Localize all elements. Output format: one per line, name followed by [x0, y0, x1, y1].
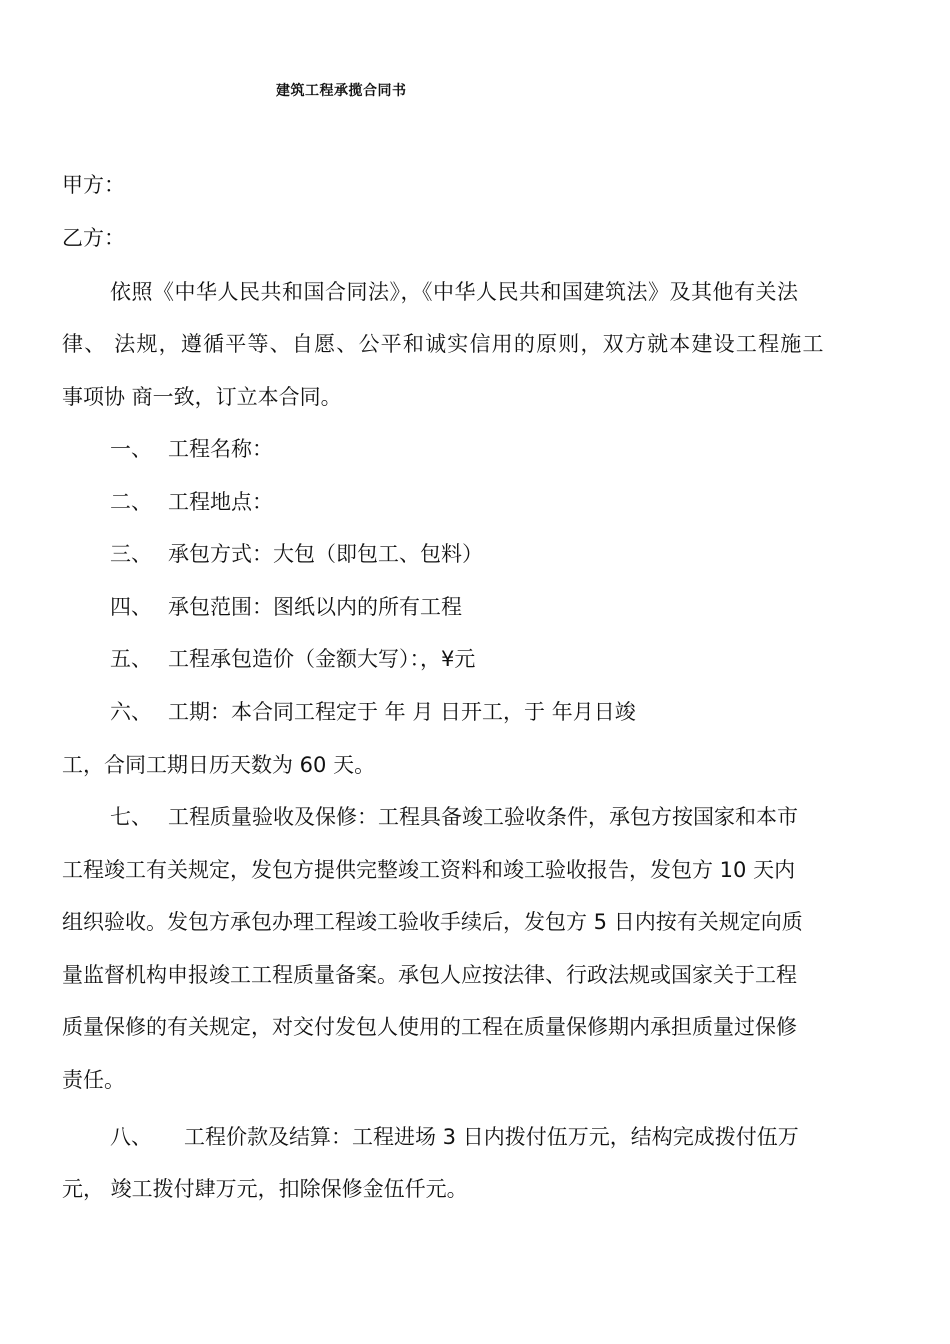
item-text: 承包方式：大包（即包工、包料）	[168, 542, 483, 566]
item-6-continuation: 工，合同工期日历天数为 60 天。	[62, 753, 376, 777]
party-b-label: 乙方：	[62, 226, 125, 250]
item-text: 工程地点：	[168, 490, 273, 514]
item-8-continuation: 元， 竣工拨付肆万元，扣除保修金伍仟元。	[62, 1177, 468, 1201]
item-text: 工程质量验收及保修：工程具备竣工验收条件，承包方按国家和本市	[168, 805, 798, 829]
item-text: 工期：本合同工程定于 年 月 日开工，于 年月日竣	[168, 700, 636, 724]
item-number: 八、	[110, 1125, 152, 1149]
item-7-continuation-line: 工程竣工有关规定，发包方提供完整竣工资料和竣工验收报告，发包方 10 天内	[62, 858, 796, 882]
item-7-continuation-line: 量监督机构申报竣工工程质量备案。承包人应按法律、行政法规或国家关于工程	[62, 963, 797, 987]
party-a-label: 甲方：	[62, 173, 125, 197]
item-text: 工程价款及结算：工程进场 3 日内拨付伍万元，结构完成拨付伍万	[184, 1125, 799, 1149]
item-text: 工程承包造价（金额大写）：，¥元	[168, 647, 476, 671]
intro-line-2: 律、 法规，遵循平等、自愿、公平和诚实信用的原则，双方就本建设工程施工	[62, 332, 825, 356]
item-7-continuation-line: 质量保修的有关规定，对交付发包人使用的工程在质量保修期内承担质量过保修	[62, 1015, 797, 1039]
item-text: 承包范围：图纸以内的所有工程	[168, 595, 462, 619]
item-number: 六、	[110, 700, 152, 724]
item-number: 一、	[110, 437, 152, 461]
item-number: 七、	[110, 805, 152, 829]
item-number: 二、	[110, 490, 152, 514]
item-number: 五、	[110, 647, 152, 671]
item-7-continuation-line: 组织验收。发包方承包办理工程竣工验收手续后，发包方 5 日内按有关规定向质	[62, 910, 803, 934]
intro-line-1: 依照《中华人民共和国合同法》，《中华人民共和国建筑法》及其他有关法	[110, 280, 799, 304]
item-number: 三、	[110, 542, 152, 566]
item-7-continuation-line: 责任。	[62, 1068, 125, 1092]
item-text: 工程名称：	[168, 437, 273, 461]
intro-line-3: 事项协 商一致，订立本合同。	[62, 385, 342, 409]
item-number: 四、	[110, 595, 152, 619]
document-title: 建筑工程承揽合同书	[276, 83, 407, 99]
